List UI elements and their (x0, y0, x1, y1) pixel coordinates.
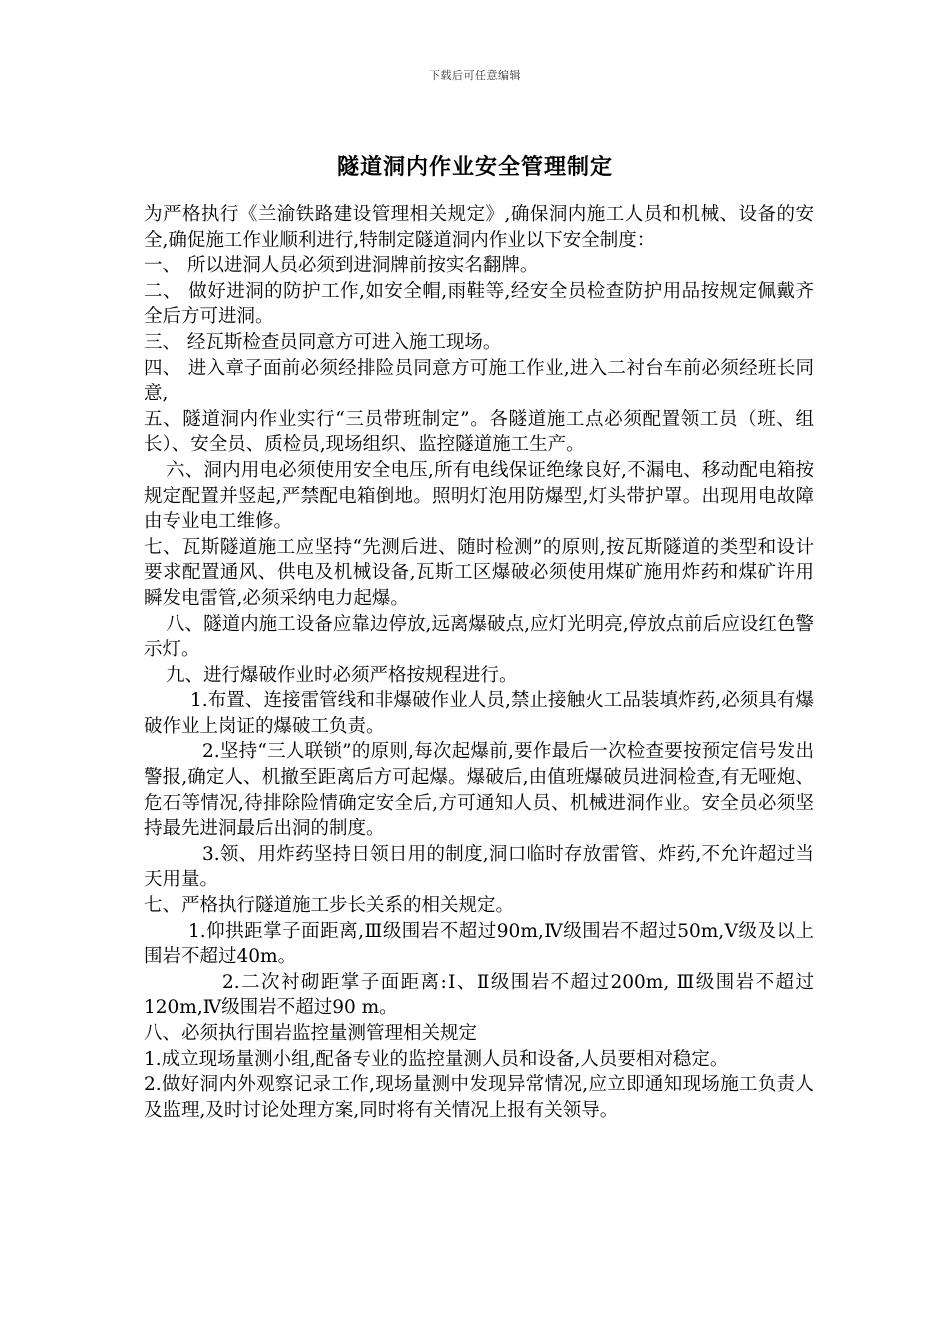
paragraph-item-9-1: 1.布置、连接雷管线和非爆破作业人员,禁止接触火工品装填炸药,必须具有爆破作业上岗证的爆破工负责。 (144, 690, 814, 737)
paragraph-item-9-3: 3.领、用炸药坚持日领日用的制度,洞口临时存放雷管、炸药,不允许超过当天用量。 (144, 843, 814, 891)
paragraph-item-7: 七、瓦斯隧道施工应坚持“先测后进、随时检测”的原则,按瓦斯隧道的类型和设计要求配置通风、供电及机械设备,瓦斯工区爆破必须使用煤矿施用炸药和煤矿许用瞬发电雷管,必须采纳电力起爆。 (144, 536, 814, 609)
paragraph-item-9-2: 2.坚持“三人联锁”的原则,每次起爆前,要作最后一次检查要按预定信号发出警报,确定人、机撤至距离后方可起爆。爆破后,由值班爆破员进洞检查,有无哑炮、危石等情况,待排除险情确定安全后,方可通知人员、机械进洞作业。安全员必须坚持最先进洞最后出洞的制度。 (144, 741, 814, 840)
document-body (144, 202, 814, 1123)
paragraph-item-9: 九、进行爆破作业时必须严格按规程进行。 (166, 664, 518, 686)
paragraph-item-5: 五、隧道洞内作业实行“三员带班制定”。各隧道施工点必须配置领工员（班、组长）、安全员、质检员,现场组织、监控隧道施工生产。 (144, 408, 814, 456)
paragraph-item-4: 四、 进入章子面前必须经排险员同意方可施工作业,进入二衬台车前必须经班长同意, (144, 357, 814, 405)
paragraph-item-3: 三、 经瓦斯检查员同意方可进入施工现场。 (144, 331, 502, 353)
paragraph-item-2: 二、 做好进洞的防护工作,如安全帽,雨鞋等,经安全员检查防护用品按规定佩戴齐全后方可进洞。 (144, 280, 814, 328)
paragraph-item-8: 八、隧道内施工设备应靠边停放,远离爆破点,应灯光明亮,停放点前后应设红色警示灯。 (144, 613, 814, 661)
paragraph-item-8b-1: 1.成立现场量测小组,配备专业的监控量测人员和设备,人员要相对稳定。 (144, 1048, 729, 1070)
header-note: 下载后可任意编辑 (429, 69, 521, 82)
paragraph-intro: 为严格执行《兰渝铁路建设管理相关规定》,确保洞内施工人员和机械、设备的安全,确促施工作业顺利进行,特制定隧道洞内作业以下安全制度： (144, 204, 814, 251)
paragraph-item-6: 六、洞内用电必须使用安全电压,所有电线保证绝缘良好,不漏电、移动配电箱按规定配置并竖起,严禁配电箱倒地。照明灯泡用防爆型,灯头带护罩。出现用电故障由专业电工维修。 (144, 459, 814, 533)
paragraph-item-1: 一、 所以进洞人员必须到进洞牌前按实名翻牌。 (144, 255, 539, 277)
paragraph-item-7b: 七、严格执行隧道施工步长关系的相关规定。 (144, 895, 515, 917)
paragraph-item-7b-1: 1.仰拱距掌子面距离,Ⅲ级围岩不超过90m,Ⅳ级围岩不超过50m,Ⅴ级及以上围岩不超过40m。 (144, 920, 814, 968)
paragraph-item-8b: 八、必须执行围岩监控量测管理相关规定 (144, 1023, 478, 1044)
document-title: 隧道洞内作业安全管理制定 (336, 154, 613, 180)
paragraph-item-7b-2: 2.二次衬砌距掌子面距离:Ⅰ、Ⅱ级围岩不超过200m, Ⅲ级围岩不超过120m,Ⅳ级围岩不超过90 m。 (144, 971, 814, 1019)
paragraph-item-8b-2: 2.做好洞内外观察记录工作,现场量测中发现异常情况,应立即通知现场施工负责人及监理,及时讨论处理方案,同时将有关情况上报有关领导。 (144, 1074, 814, 1121)
